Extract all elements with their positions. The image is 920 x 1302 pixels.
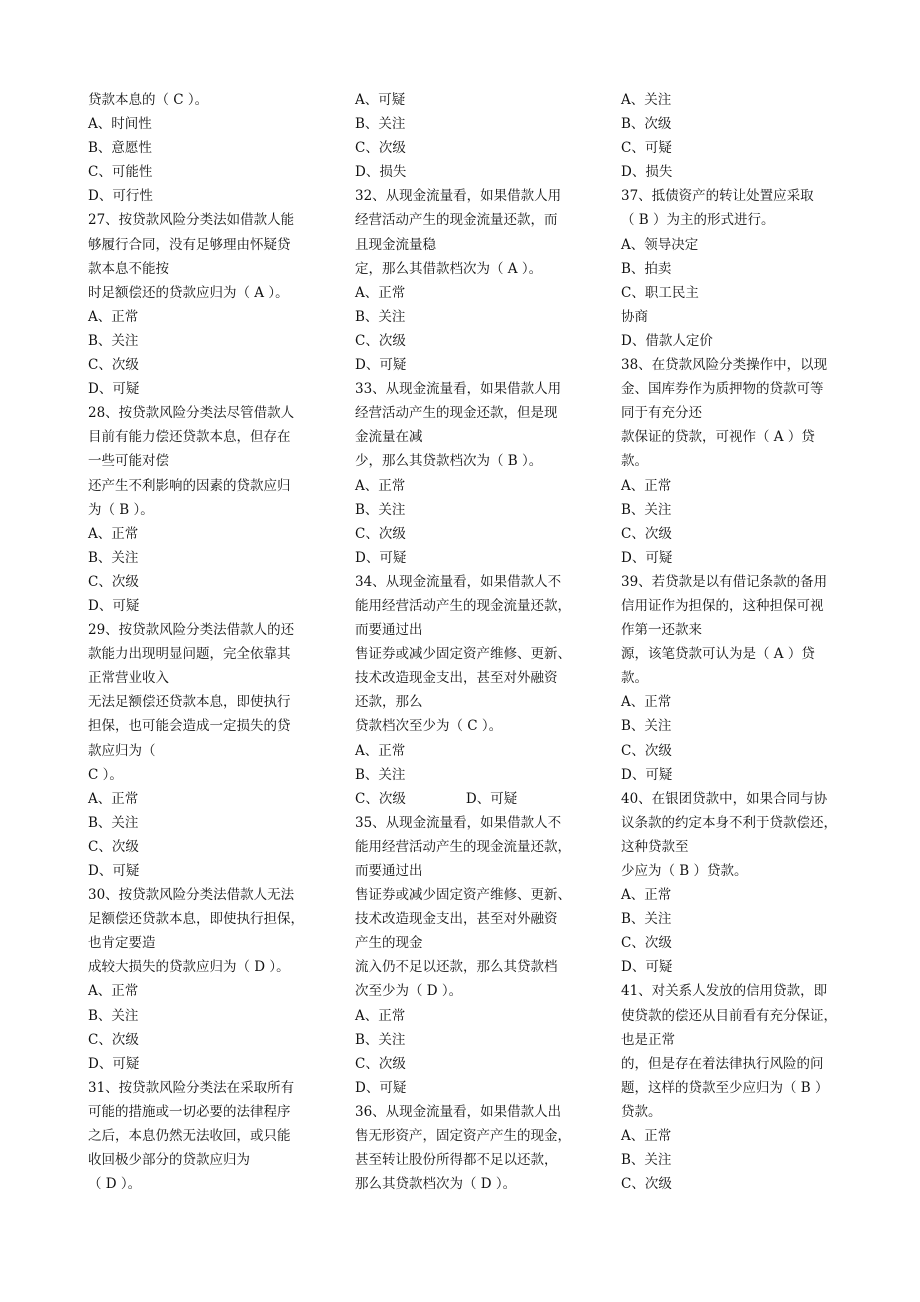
text-line: 产生的现金 <box>355 935 423 952</box>
text-line: D、可疑 <box>621 549 673 566</box>
text-line: 而要通过出 <box>355 863 423 879</box>
text-line: B、关注 <box>355 1031 406 1048</box>
text-line: 贷款。 <box>621 1103 662 1120</box>
text-line: 技术改造现金支出，甚至对外融资 <box>355 670 558 687</box>
text-line: 够履行合同，没有足够理由怀疑贷 <box>88 236 291 253</box>
text-line: 且现金流量稳 <box>355 236 436 253</box>
text-line: A、正常 <box>621 694 672 711</box>
text-line: B、意愿性 <box>88 140 152 157</box>
text-line: D、可疑 <box>88 863 140 879</box>
text-line: A、领导决定 <box>621 236 699 253</box>
text-line: 32、从现金流量看，如果借款人用 <box>355 188 562 205</box>
text-line: C、职工民主 <box>621 284 699 301</box>
text-line: C、次级 <box>88 1031 139 1048</box>
text-line: 成较大损失的贷款应归为（ D ）。 <box>88 959 290 976</box>
text-line: A、正常 <box>621 1128 672 1145</box>
text-line: 款应归为（ <box>88 742 156 759</box>
text-line: （ B ）为主的形式进行。 <box>621 212 775 229</box>
text-line: 27、按贷款风险分类法如借款人能 <box>88 212 295 229</box>
text-line: B、关注 <box>621 1152 672 1169</box>
text-line: B、拍卖 <box>621 260 672 277</box>
text-line: A、正常 <box>355 284 406 301</box>
text-line: 甚至转让股份所得都不足以还款， <box>355 1152 558 1169</box>
text-line: C、可能性 <box>88 164 153 181</box>
text-line: B、关注 <box>88 549 139 566</box>
text-line: 33、从现金流量看，如果借款人用 <box>355 381 562 398</box>
text-column-middle <box>355 88 580 1196</box>
text-line: 款。 <box>621 670 648 687</box>
text-line: 同于有充分还 <box>621 405 702 422</box>
text-line: B、关注 <box>355 308 406 325</box>
text-line: 还产生不利影响的因素的贷款应归 <box>88 477 291 494</box>
text-column-right <box>621 88 843 1196</box>
text-line: 39、若贷款是以有借记条款的备用 <box>621 573 828 590</box>
text-line: D、可疑 <box>88 1055 140 1072</box>
text-line: A、正常 <box>88 790 139 807</box>
text-line: C、可疑 <box>621 140 672 157</box>
text-line: B、关注 <box>88 814 139 831</box>
text-line: 那么其贷款档次为（ D ）。 <box>355 1176 517 1193</box>
text-line: 担保，也可能会造成一定损失的贷 <box>88 718 291 735</box>
text-line: 售证券或减少固定资产维修、更新、 <box>355 646 571 663</box>
text-line: 这种贷款至 <box>621 838 689 855</box>
text-line: 一些可能对偿 <box>88 453 169 470</box>
text-line: D、可疑 <box>355 1079 407 1096</box>
text-line: 少，那么其贷款档次为（ B ）。 <box>355 453 543 470</box>
text-line: C、次级 <box>88 357 139 374</box>
text-line: C、次级 <box>355 140 406 157</box>
text-line: 协商 <box>621 308 648 325</box>
text-line: 金流量在减 <box>355 429 423 446</box>
text-line: A、正常 <box>355 1007 406 1024</box>
text-line: 41、对关系人发放的信用贷款，即 <box>621 983 828 1000</box>
text-line: C、次级 <box>621 1176 672 1193</box>
text-line: A、正常 <box>355 742 406 759</box>
text-line: B、关注 <box>355 116 406 133</box>
text-line: C、次级 D、可疑 <box>355 790 518 807</box>
text-line: D、损失 <box>355 164 407 181</box>
text-line: C、次级 <box>621 935 672 952</box>
text-line: 足额偿还贷款本息，即使执行担保， <box>88 911 304 928</box>
text-line: B、关注 <box>88 1007 139 1024</box>
text-line: 之后，本息仍然无法收回，或只能 <box>88 1128 291 1145</box>
text-line: 售证券或减少固定资产维修、更新、 <box>355 887 571 904</box>
text-line: D、可疑 <box>88 381 140 398</box>
text-line: 售无形资产，固定资产产生的现金， <box>355 1128 571 1145</box>
text-line: B、关注 <box>355 766 406 783</box>
text-line: A、正常 <box>621 477 672 494</box>
text-line: 也是正常 <box>621 1031 675 1048</box>
text-line: 次至少为（ D ）。 <box>355 983 463 1000</box>
text-line: D、可疑 <box>88 597 140 614</box>
text-line: C、次级 <box>355 1055 406 1072</box>
text-line: D、可疑 <box>355 357 407 374</box>
text-line: 收回极少部分的贷款应归为 <box>88 1152 250 1169</box>
text-line: 34、从现金流量看，如果借款人不 <box>355 573 562 590</box>
text-line: C、次级 <box>621 525 672 542</box>
text-line: A、正常 <box>355 477 406 494</box>
text-line: 使贷款的偿还从目前看有充分保证， <box>621 1007 837 1024</box>
text-line: C、次级 <box>355 525 406 542</box>
text-line: B、次级 <box>621 116 672 133</box>
text-line: 议条款的约定本身不利于贷款偿还， <box>621 814 837 831</box>
text-line: 款能力出现明显问题，完全依靠其 <box>88 646 291 663</box>
text-line: 31、按贷款风险分类法在采取所有 <box>88 1079 295 1096</box>
text-line: 少应为（ B ）贷款。 <box>621 863 748 879</box>
text-line: 作第一还款来 <box>621 622 702 639</box>
text-line: D、可疑 <box>621 766 673 783</box>
text-line: 无法足额偿还贷款本息，即使执行 <box>88 694 291 711</box>
text-line: 流入仍不足以还款，那么其贷款档 <box>355 959 558 976</box>
text-line: 经营活动产生的现金还款，但是现 <box>355 405 558 422</box>
text-line: 而要通过出 <box>355 622 423 639</box>
text-line: A、正常 <box>88 983 139 1000</box>
text-line: 能用经营活动产生的现金流量还款， <box>355 597 571 614</box>
text-line: 40、在银团贷款中，如果合同与协 <box>621 790 828 807</box>
text-line: A、可疑 <box>355 92 406 108</box>
text-line: 经营活动产生的现金流量还款，而 <box>355 212 558 229</box>
text-line: C、次级 <box>88 573 139 590</box>
text-line: 贷款本息的（ C ）。 <box>88 92 209 108</box>
text-line: 30、按贷款风险分类法借款人无法 <box>88 887 295 904</box>
text-line: A、关注 <box>621 92 672 108</box>
text-line: B、关注 <box>88 332 139 349</box>
text-line: A、正常 <box>88 308 139 325</box>
text-line: C、次级 <box>88 838 139 855</box>
text-line: A、正常 <box>88 525 139 542</box>
text-line: （ D ）。 <box>88 1176 142 1193</box>
text-line: 38、在贷款风险分类操作中，以现 <box>621 357 828 374</box>
text-line: 贷款档次至少为（ C ）。 <box>355 718 503 735</box>
text-line: A、时间性 <box>88 116 152 133</box>
text-line: 的，但是存在着法律执行风险的问 <box>621 1055 824 1072</box>
text-line: 款本息不能按 <box>88 260 169 277</box>
text-line: 题，这样的贷款至少应归为（ B ） <box>621 1079 829 1096</box>
text-column-left <box>88 88 308 1196</box>
text-line: B、关注 <box>355 501 406 518</box>
text-line: 还款，那么 <box>355 694 423 711</box>
text-line: 35、从现金流量看，如果借款人不 <box>355 814 562 831</box>
text-line: D、借款人定价 <box>621 332 713 349</box>
text-line: 能用经营活动产生的现金流量还款， <box>355 838 571 855</box>
text-line: 可能的措施或一切必要的法律程序 <box>88 1103 291 1120</box>
text-line: D、可行性 <box>88 188 153 205</box>
text-line: 也肯定要造 <box>88 935 156 952</box>
text-line: D、可疑 <box>621 959 673 976</box>
text-line: C ）。 <box>88 766 123 783</box>
text-line: B、关注 <box>621 911 672 928</box>
text-line: 37、抵债资产的转让处置应采取 <box>621 188 814 205</box>
text-line: 定，那么其借款档次为（ A ）。 <box>355 260 543 277</box>
text-line: 信用证作为担保的，这种担保可视 <box>621 597 824 614</box>
text-line: D、损失 <box>621 164 673 181</box>
text-line: 时足额偿还的贷款应归为（ A ）。 <box>88 284 289 301</box>
text-line: C、次级 <box>621 742 672 759</box>
text-line: 款。 <box>621 453 648 470</box>
text-line: 目前有能力偿还贷款本息，但存在 <box>88 429 291 446</box>
text-line: 36、从现金流量看，如果借款人出 <box>355 1103 562 1120</box>
text-line: B、关注 <box>621 501 672 518</box>
text-line: C、次级 <box>355 332 406 349</box>
text-line: 金、国库券作为质押物的贷款可等 <box>621 381 824 398</box>
text-line: 源，该笔贷款可认为是（ A ）贷 <box>621 646 815 663</box>
text-line: D、可疑 <box>355 549 407 566</box>
text-line: 正常营业收入 <box>88 670 169 687</box>
text-line: 款保证的贷款，可视作（ A ）贷 <box>621 429 815 446</box>
text-line: 技术改造现金支出，甚至对外融资 <box>355 911 558 928</box>
text-line: 28、按贷款风险分类法尽管借款人 <box>88 405 295 422</box>
text-line: B、关注 <box>621 718 672 735</box>
text-line: A、正常 <box>621 887 672 904</box>
text-line: 29、按贷款风险分类法借款人的还 <box>88 622 295 639</box>
text-line: 为（ B ）。 <box>88 501 154 518</box>
